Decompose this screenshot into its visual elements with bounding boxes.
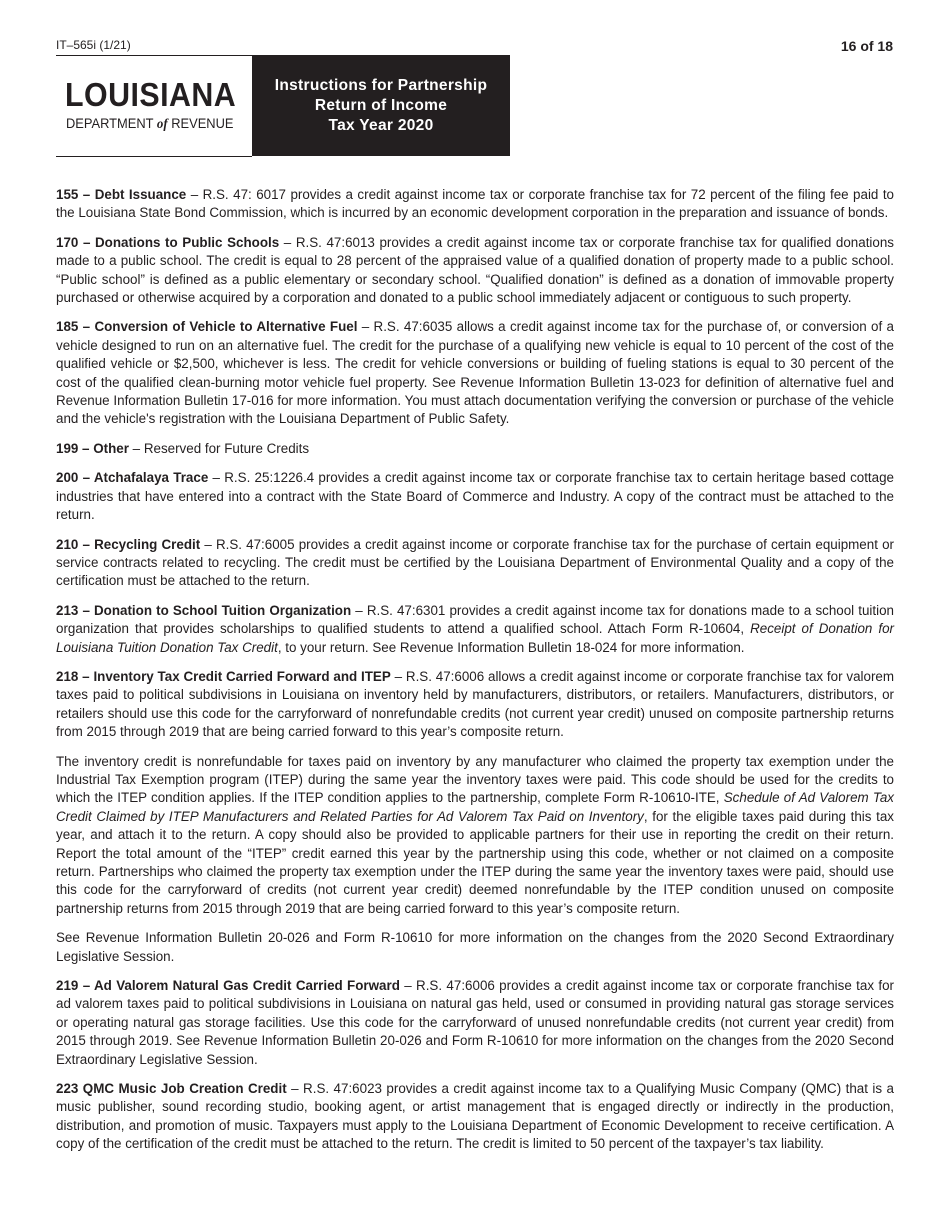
- paragraph-text: , for the eligible taxes paid during this tax year, and attach it to the return. A copy should also be provided to applicable partners for their use in reporting the credit on their return. Report the total amount of the “ITEP” credit earned this year by the partnership using this code, whether or not claimed on a composite return. Partnerships who claimed the property tax exemption under the ITEP during the same year the inventory taxes were paid, should use this code for the carryforward of credits (not current year credit) deemed nonrefundable by the ITEP condition unused on composite partnership returns from 2015 through 2019 that are being carried forward to this year’s composite return.: [56, 808, 894, 916]
- paragraph-155: [56, 186, 894, 223]
- document-header: [56, 55, 510, 156]
- paragraph-text: – R.S. 47:6301 provides a credit against income tax for donations made to a school tuition organization that provides scholarships to qualified students to attend a qualified school. Attach Form R-10604,: [56, 602, 894, 637]
- paragraph-223: [56, 1080, 894, 1154]
- louisiana-revenue-logo: [56, 55, 252, 157]
- paragraph-219: [56, 977, 894, 1069]
- paragraph-text: – Reserved for Future Credits: [128, 440, 310, 456]
- logo-louisiana-text: LOUISIANA: [65, 76, 237, 113]
- code-heading: 218 – Inventory Tax Credit Carried Forward and ITEP: [56, 668, 391, 684]
- code-heading: 213 – Donation to School Tuition Organization: [56, 602, 352, 618]
- title-line-3: Tax Year 2020: [328, 117, 434, 134]
- code-heading: 200 – Atchafalaya Trace: [56, 470, 209, 486]
- code-heading: 210 – Recycling Credit: [56, 536, 201, 552]
- paragraph-170: [56, 234, 894, 308]
- document-title: [252, 55, 510, 156]
- paragraph-text: , to your return. See Revenue Information Bulletin 18-024 for more information.: [277, 639, 745, 655]
- paragraph-200: [56, 469, 894, 524]
- paragraph-see-bulletin: [56, 929, 894, 966]
- code-heading: 155 – Debt Issuance: [56, 187, 187, 202]
- page-number: 16 of 18: [840, 38, 893, 54]
- code-heading: 170 – Donations to Public Schools: [56, 234, 280, 250]
- paragraph-210: [56, 536, 894, 591]
- logo-dept-part1: DEPARTMENT: [66, 115, 157, 131]
- paragraph-218: [56, 668, 894, 742]
- paragraph-text: – R.S. 47: 6017 provides a credit against income tax or corporate franchise tax for 72 percent of the filing fee paid to the Louisiana State Bond Commission, which is incurred by an economic development corporation in the preparation and issuance of bonds.: [56, 187, 894, 221]
- code-heading: 223 QMC Music Job Creation Credit: [56, 1081, 287, 1097]
- paragraph-text: – R.S. 47:6013 provides a credit against income tax or corporate franchise tax for qualified donations made to a public school. The credit is equal to 28 percent of the appraised value of a qualified donation of property made to a public school. “Public school” is defined as a public elementary or secondary school. “Qualified donation” is defined as a donation of immovable property purchased or otherwise acquired by a corporation and donated to a public school immediately adjacent or contiguous to such property.: [56, 234, 894, 306]
- paragraph-text: – R.S. 47:6006 allows a credit against income or corporate franchise tax for valorem taxes paid to political subdivisions in Louisiana on inventory held by manufacturers, distributors, or retailers. Manufacturers, distributors, or retailers should use this code for the carryforward of nonrefundable credits (not current year credit) unused on composite partnership returns from 2015 through 2019 that are being carried forward to this year’s composite return.: [56, 668, 895, 740]
- paragraph-inventory-credit: [56, 753, 894, 919]
- credit-code-descriptions: [56, 186, 894, 1165]
- paragraph-185: [56, 318, 894, 428]
- title-line-1: Instructions for Partnership: [274, 77, 488, 94]
- code-heading: 219 – Ad Valorem Natural Gas Credit Carried Forward: [56, 978, 400, 994]
- logo-department-text: [66, 116, 233, 132]
- title-line-2: Return of Income: [314, 97, 448, 114]
- paragraph-text: – R.S. 47:6005 provides a credit against income or corporate franchise tax for the purchase of certain equipment or service contracts related to recycling. The credit must be certified by the Louisiana Department of Environmental Quality and a copy of the certification must be attached to the return.: [56, 536, 894, 589]
- form-title-italic: Schedule of Ad Valorem Tax Credit Claimed by ITEP Manufacturers and Related Parties for Ad Valorem Tax Paid on Inventory: [56, 790, 894, 824]
- paragraph-text: The inventory credit is nonrefundable for taxes paid on inventory by any manufacturer who claimed the property tax exemption under the Industrial Tax Exemption program (ITEP) during the same year the inventory taxes were paid. This code should be used for the credits to which the ITEP condition applies. If the ITEP condition applies to the partnership, complete Form R-10610-ITE,: [56, 753, 894, 806]
- paragraph-text: See Revenue Information Bulletin 20-026 and Form R-10610 for more information on the changes from the 2020 Second Extraordinary Legislative Session.: [56, 930, 894, 964]
- code-heading: 185 – Conversion of Vehicle to Alternative Fuel: [56, 319, 358, 335]
- logo-dept-of: of: [156, 117, 168, 132]
- logo-dept-part2: REVENUE: [167, 115, 234, 131]
- paragraph-text: – R.S. 47:6035 allows a credit against income tax for the purchase of, or conversion of a vehicle designed to run on an alternative fuel. The credit for the purchase of a qualifying new vehicle is equal to 10 percent of the cost of the qualified vehicle or $2,500, whichever is less. The credit for vehicle conversions or building of fueling stations is equal to 30 percent of the cost of the qualified clean-burning motor vehicle fuel property. See Revenue Information Bulletin 13-023 for definition of alternative fuel and Revenue Information Bulletin 17-016 for more information. You must attach documentation verifying the conversion or purchase of the vehicle and the vehicle's registration with the Louisiana Department of Public Safety.: [56, 319, 894, 427]
- paragraph-199: [56, 440, 894, 458]
- code-heading: 199 – Other: [56, 440, 129, 456]
- paragraph-text: – R.S. 25:1226.4 provides a credit against income tax or corporate franchise tax to certain heritage based cottage industries that have entered into a contract with the State Board of Commerce and Industry. A copy of the contract must be attached to the return.: [56, 470, 894, 523]
- form-id: IT–565i (1/21): [56, 38, 131, 52]
- paragraph-text: – R.S. 47:6006 provides a credit against income tax or corporate franchise tax for ad valorem taxes paid to political subdivisions in Louisiana on natural gas held, used or consumed in providing natural gas storage services or operating natural gas storage facilities. Use this code for the carryforward of unused nonrefundable credits (not current year credit) from 2015 through 2019. See Revenue Information Bulletin 20-026 and Form R-10610 for more information on the changes from the 2020 Second Extraordinary Legislative Session.: [56, 978, 894, 1067]
- form-title-italic: Receipt of Donation for Louisiana Tuition Donation Tax Credit: [56, 621, 894, 655]
- paragraph-213: [56, 602, 894, 657]
- paragraph-text: – R.S. 47:6023 provides a credit against income tax to a Qualifying Music Company (QMC) that is a music publisher, sound recording studio, booking agent, or artist management that is engaged directly or indirectly in the production, distribution, and promotion of music. Taxpayers must apply to the Louisiana Department of Economic Development to receive certification. A copy of the certification of the credit must be attached to the return. The credit is limited to 50 percent of the taxpayer’s tax liability.: [56, 1081, 894, 1152]
